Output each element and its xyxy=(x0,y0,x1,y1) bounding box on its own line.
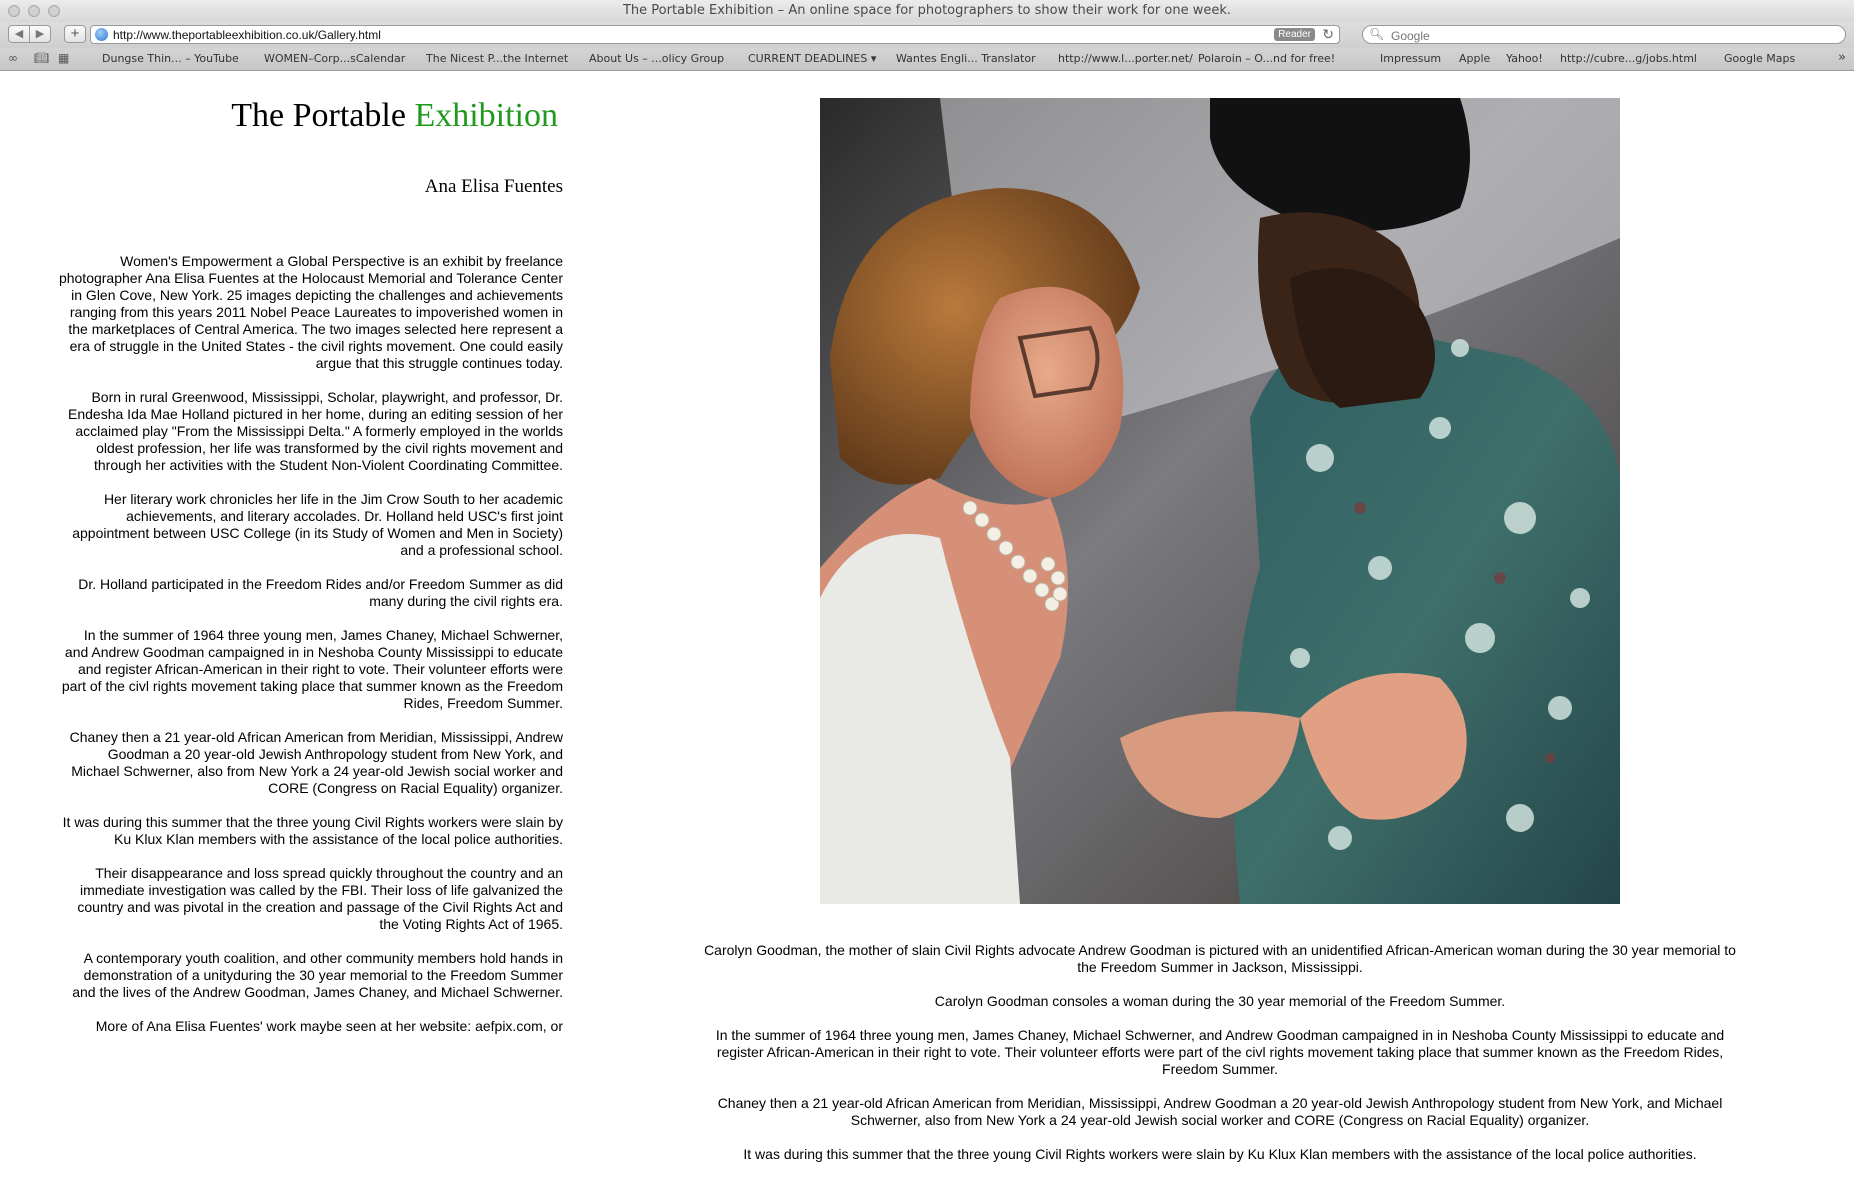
forward-button[interactable] xyxy=(29,25,51,43)
caption-paragraph: It was during this summer that the three young Civil Rights workers were slain by Ku Klux Klan members with the assistance of the local police authorities. xyxy=(743,1146,1697,1162)
description-paragraph: A contemporary youth coalition, and other community members hold hands in demonstration of a unityduring the 30 year memorial to the Freedom Summer and the lives of the Andrew Goodman, James Chaney, and Michael Schwerner. xyxy=(72,950,563,1000)
reload-icon[interactable]: ↻ xyxy=(1322,26,1334,42)
site-title[interactable] xyxy=(231,97,558,135)
forward-arrow-icon: ▶ xyxy=(35,28,45,40)
chevron-right-icon[interactable]: » xyxy=(1838,50,1846,65)
site-title-part: The Portable xyxy=(231,97,415,134)
description-paragraph: Chaney then a 21 year-old African American from Meridian, Mississippi, Andrew Goodman a 20 year-old Jewish Anthropology student from New York, and Michael Schwerner, also from New York a 24 year-old Jewish social worker and CORE (Congress on Racial Equality) organizer. xyxy=(69,729,563,796)
site-title-accent: Exhibition xyxy=(414,97,558,134)
bookmark-item[interactable]: Apple xyxy=(1459,52,1491,65)
bookmarks-bar xyxy=(0,48,1854,71)
globe-icon xyxy=(95,28,108,41)
caption-paragraph: Carolyn Goodman, the mother of slain Civil Rights advocate Andrew Goodman is pictured with an unidentified African-American woman during the 30 year memorial to the Freedom Summer in Jackson, Mississippi. xyxy=(704,942,1736,975)
bookmark-item[interactable]: About Us – ...olicy Group xyxy=(589,52,725,65)
bookmark-item[interactable]: The Nicest P...the Internet xyxy=(426,52,569,65)
back-button[interactable] xyxy=(8,25,30,43)
description-paragraph: Women's Empowerment a Global Perspective is an exhibit by freelance photographer Ana Elisa Fuentes at the Holocaust Memorial and Tolerance Center in Glen Cove, New York. 25 images depicting the challenges and achievements ranging from this years 2011 Nobel Peace Laureates to impoverished women in the marketplaces of Central America. The two images selected here represent a era of struggle in the United States - the civil rights movement. One could easily argue that this struggle continues today. xyxy=(58,253,563,371)
gallery-photograph xyxy=(820,98,1620,904)
bookmark-item[interactable]: http://www.l...porter.net/ xyxy=(1058,52,1193,65)
bookmark-item[interactable]: Google Maps xyxy=(1724,52,1796,65)
add-bookmark-button[interactable] xyxy=(64,25,86,43)
description-column xyxy=(58,253,563,1091)
bookmark-item[interactable]: Impressum xyxy=(1380,52,1442,65)
url-text[interactable]: http://www.theportableexhibition.co.uk/Gallery.html xyxy=(113,28,381,42)
description-paragraph: Their disappearance and loss spread quickly throughout the country and an immediate investigation was called by the FBI. Their loss of life galvanized the country and was pivotal in the creation and passage of the Civil Rights Act and the Voting Rights Act of 1965. xyxy=(77,865,563,932)
description-paragraph: Her literary work chronicles her life in the Jim Crow South to her academic achievements, and literary accolades. Dr. Holland held USC's first joint appointment between USC College (in its Study of Women and Men in Society) and a professional school. xyxy=(72,491,563,558)
author-name: Ana Elisa Fuentes xyxy=(424,176,563,197)
bookmark-item[interactable]: http://cubre...g/jobs.html xyxy=(1560,52,1697,65)
search-icon: 🔍︎ xyxy=(1369,27,1385,41)
description-paragraph: It was during this summer that the three young Civil Rights workers were slain by Ku Klux Klan members with the assistance of the local police authorities. xyxy=(62,814,563,847)
back-arrow-icon: ◀ xyxy=(14,28,24,40)
bookmark-item[interactable]: WOMEN–Corp...sCalendar xyxy=(264,52,406,65)
caption-paragraph: Carolyn Goodman consoles a woman during the 30 year memorial of the Freedom Summer. xyxy=(934,993,1506,1009)
window-titlebar xyxy=(0,0,1854,22)
top-sites-grid-icon[interactable]: ▦ xyxy=(58,51,70,65)
browser-toolbar xyxy=(0,22,1854,48)
bookmark-item[interactable]: Dungse Thin... – YouTube xyxy=(102,52,239,65)
address-bar[interactable] xyxy=(90,25,1340,44)
description-paragraph: Dr. Holland participated in the Freedom Rides and/or Freedom Summer as did many during the civil rights era. xyxy=(78,576,563,609)
reading-list-icon[interactable]: ∞ xyxy=(8,51,18,65)
bookmark-item[interactable]: CURRENT DEADLINES ▾ xyxy=(748,52,877,65)
search-input[interactable] xyxy=(1389,27,1833,44)
bookmarks-book-icon[interactable]: 📖︎ xyxy=(34,51,50,65)
window-title: The Portable Exhibition – An online space for photographers to show their work for one week. xyxy=(622,3,1231,18)
description-paragraph: Born in rural Greenwood, Mississippi, Scholar, playwright, and professor, Dr. Endesha Ida Mae Holland pictured in her home, during an editing session of her acclaimed play "From the Mississippi Delta." A formerly employed in the worlds oldest profession, her life was transformed by the civil rights movement and through her activities with the Student Non-Violent Coordinating Committee. xyxy=(68,389,563,473)
description-paragraph: In the summer of 1964 three young men, James Chaney, Michael Schwerner, and Andrew Goodman campaigned in in Neshoba County Mississippi to educate and register African-American in their right to vote. Their volunteer efforts were part of the civl rights movement taking place that summer known as the Freedom Rides, Freedom Summer. xyxy=(61,627,563,711)
bookmark-item[interactable]: Wantes Engli... Translator xyxy=(896,52,1036,65)
caption-paragraph: Chaney then a 21 year-old African American from Meridian, Mississippi, Andrew Goodman a 20 year-old Jewish Anthropology student from New York, and Michael Schwerner, also from New York a 24 year-old Jewish social worker and CORE (Congress on Racial Equality) organizer. xyxy=(717,1095,1723,1128)
bookmark-item[interactable]: Polaroin – O...nd for free! xyxy=(1198,52,1336,65)
search-box[interactable] xyxy=(1362,25,1846,44)
plus-icon: + xyxy=(70,25,80,42)
bookmark-item[interactable]: Yahoo! xyxy=(1506,52,1543,65)
photo-captions xyxy=(700,942,1740,1180)
description-paragraph: More of Ana Elisa Fuentes' work maybe seen at her website: aefpix.com, or xyxy=(95,1018,563,1034)
caption-paragraph: In the summer of 1964 three young men, James Chaney, Michael Schwerner, and Andrew Goodman campaigned in in Neshoba County Mississippi to educate and register African-American in their right to vote. Their volunteer efforts were part of the civl rights movement taking place that summer known as the Freedom Rides, Freedom Summer. xyxy=(715,1027,1725,1077)
reader-button[interactable]: Reader xyxy=(1274,28,1315,41)
